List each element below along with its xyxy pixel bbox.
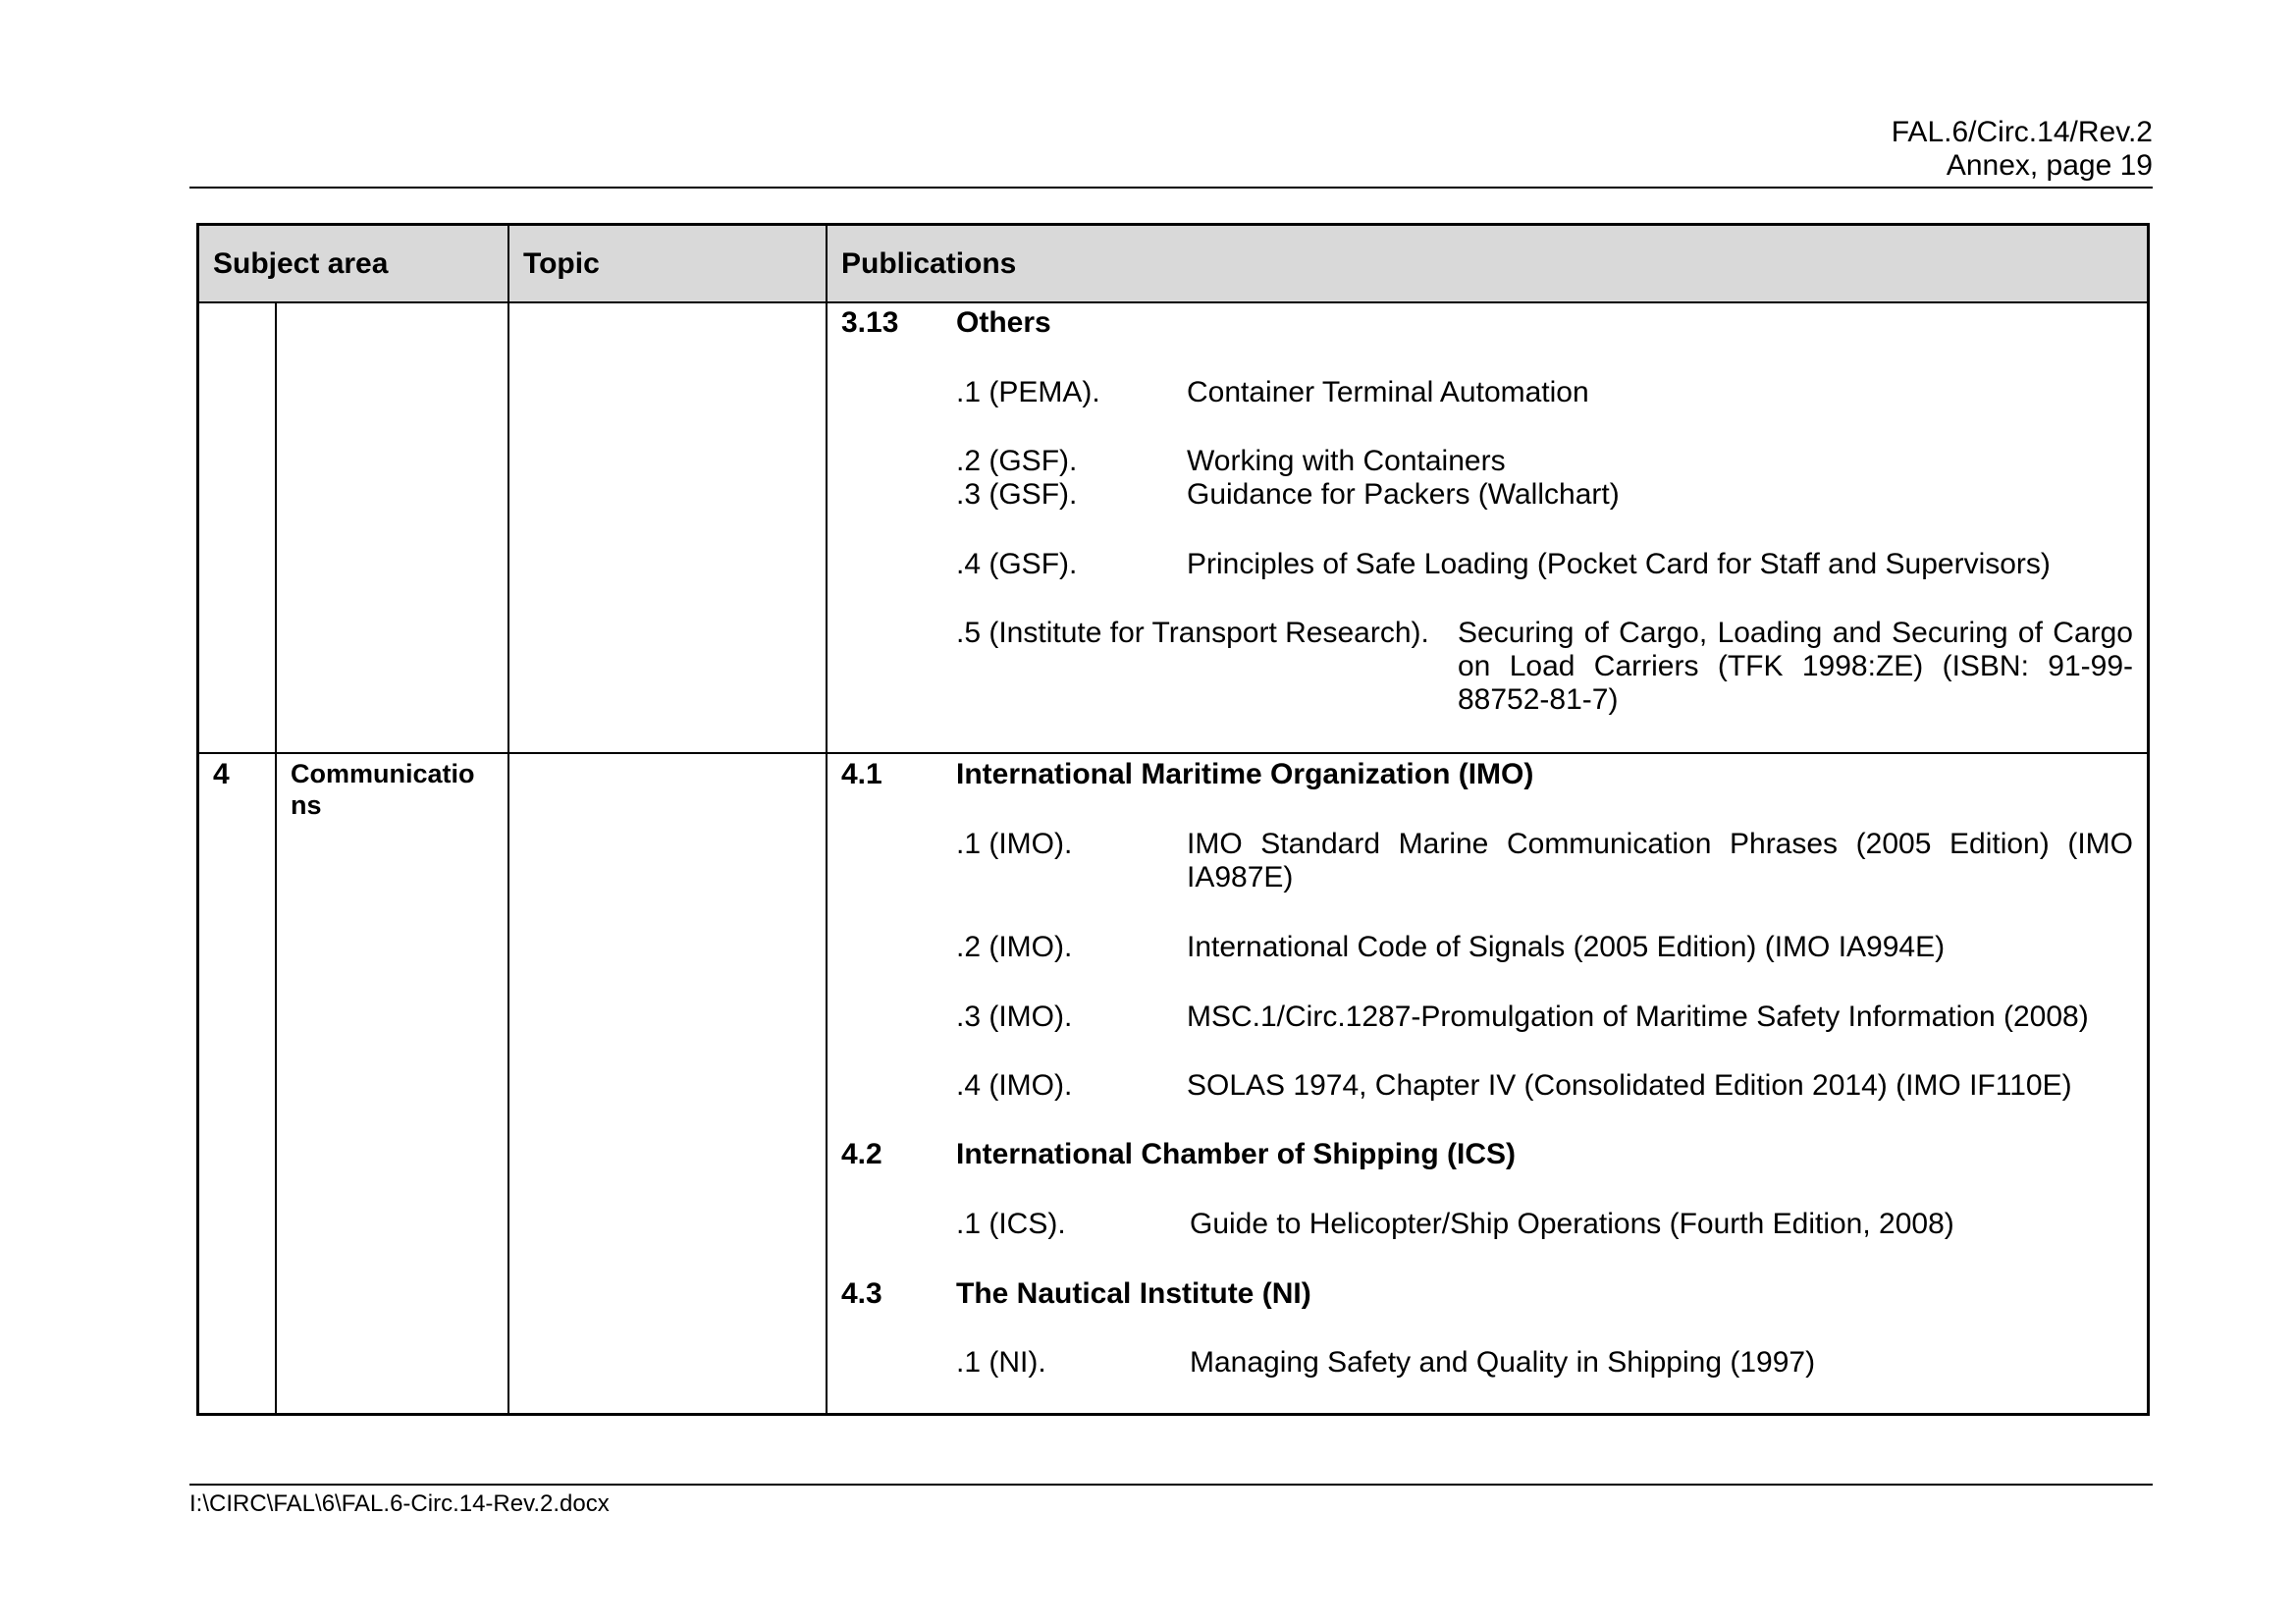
page-number: Annex, page 19 [1946,149,2153,182]
publication-ref: .3 (IMO). [956,1001,1073,1033]
publication-title: IMO Standard Marine Communication Phrases (2005 Edition) (IMO IA987E) [1187,828,2133,893]
table-header-row [199,226,2147,302]
section-number: 4.3 [841,1277,882,1310]
section-number: 4.2 [841,1138,882,1170]
publication-ref: .1 (IMO). [956,828,1073,860]
publication-ref: .4 (GSF). [956,548,1078,580]
row-divider [199,301,2147,303]
page-header [1892,116,2153,183]
publication-ref: .1 (PEMA). [956,376,1100,408]
publication-title: Principles of Safe Loading (Pocket Card for Staff and Supervisors) [1187,548,2051,580]
column-divider [507,226,509,1413]
publication-title: SOLAS 1974, Chapter IV (Consolidated Edition 2014) (IMO IF110E) [1187,1069,2072,1102]
publication-title: Guidance for Packers (Wallchart) [1187,478,1620,511]
header-publications: Publications [841,247,1017,280]
publication-title: Working with Containers [1187,445,1506,477]
section-title: International Maritime Organization (IMO) [956,758,1534,790]
subject-number: 4 [213,758,230,790]
publication-ref: .2 (GSF). [956,445,1078,477]
document-reference: FAL.6/Circ.14/Rev.2 [1891,116,2153,148]
section-number: 4.1 [841,758,882,790]
publication-ref: .4 (IMO). [956,1069,1073,1102]
header-subject-area: Subject area [213,247,389,280]
publication-title: International Code of Signals (2005 Edition) (IMO IA994E) [1187,931,1946,963]
section-title: The Nautical Institute (NI) [956,1277,1311,1310]
publication-title: Managing Safety and Quality in Shipping (1997) [1190,1346,1816,1379]
publication-ref: .5 (Institute for Transport Research). [956,617,1429,649]
section-title: International Chamber of Shipping (ICS) [956,1138,1516,1170]
column-divider [826,226,828,1413]
file-path: I:\CIRC\FAL\6\FAL.6-Circ.14-Rev.2.docx [189,1490,610,1517]
section-title: Others [956,306,1051,339]
publication-ref: .2 (IMO). [956,931,1073,963]
publication-title: MSC.1/Circ.1287-Promulgation of Maritime Safety Information (2008) [1187,1001,2089,1033]
publication-title: Container Terminal Automation [1187,376,1589,408]
section-number: 3.13 [841,306,899,339]
header-topic: Topic [523,247,600,280]
publication-ref: .1 (ICS). [956,1208,1066,1240]
footer-divider [189,1484,2153,1486]
publication-ref: .1 (NI). [956,1346,1046,1379]
subject-name: Communicatio ns [291,759,475,820]
publication-title: Guide to Helicopter/Ship Operations (Fourth Edition, 2008) [1190,1208,1954,1240]
header-divider [189,187,2153,189]
column-divider [275,302,277,1413]
row-divider [199,752,2147,754]
publications-table [196,223,2150,1416]
publication-ref: .3 (GSF). [956,478,1078,511]
publication-title: Securing of Cargo, Loading and Securing of Cargo on Load Carriers (TFK 1998:ZE) (ISBN: 91-99-88752-81-7) [1458,617,2133,716]
